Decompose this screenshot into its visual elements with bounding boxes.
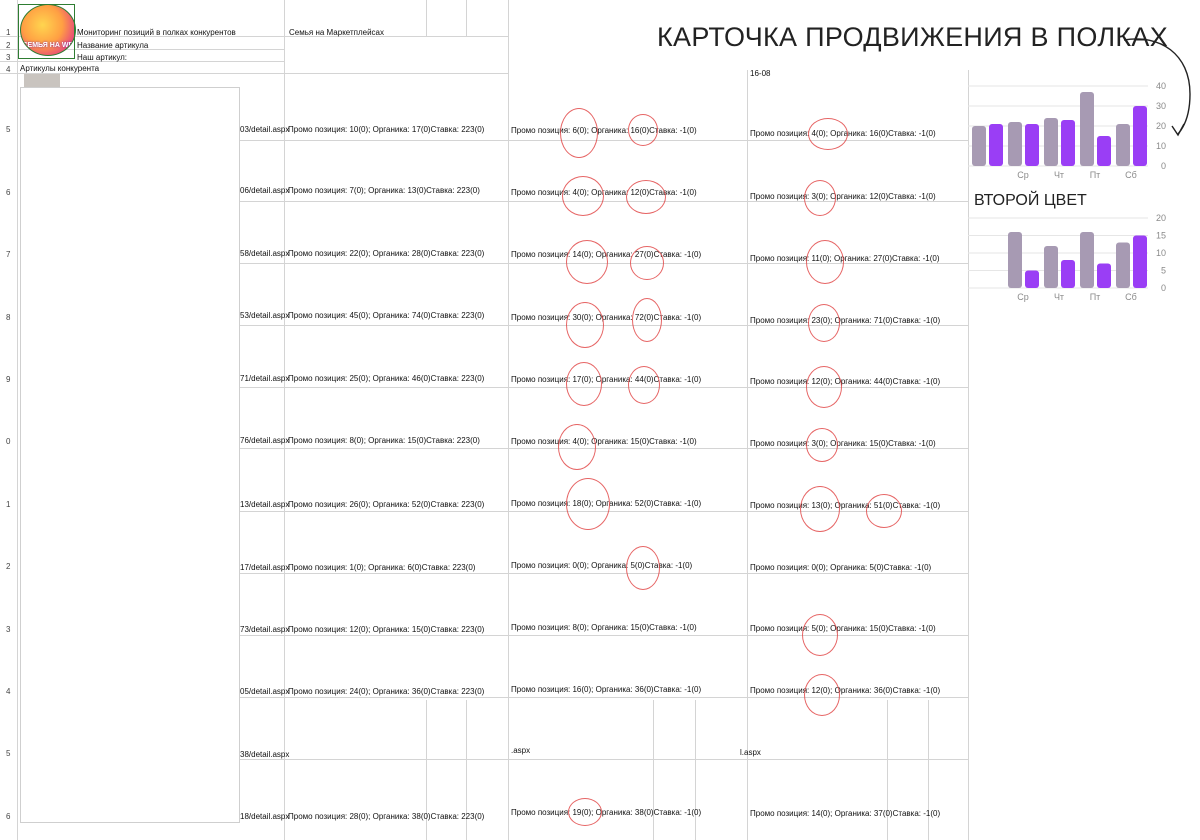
cell-col1[interactable]: Промо позиция: 10(0); Органика: 17(0)Ставка: 223(0) [288,125,485,134]
cell-col3[interactable]: Промо позиция: 5(0); Органика: 15(0)Ставка: -1(0) [750,624,936,633]
cell-col2[interactable]: Промо позиция: 19(0); Органика: 38(0)Ставка: -1(0) [511,808,702,817]
second-color-title: ВТОРОЙ ЦВЕТ [974,192,1087,209]
row-number: 6 [6,812,11,821]
x-tick-label: Чт [1053,292,1065,302]
cell-col3[interactable]: Промо позиция: 12(0); Органика: 36(0)Ставка: -1(0) [750,686,941,695]
cell-url[interactable]: 17/detail.aspx [240,563,290,572]
bar-chart-top [968,76,1168,184]
row-number: 1 [6,500,11,509]
bar [1008,232,1022,288]
cell-col3[interactable]: Промо позиция: 12(0); Органика: 44(0)Ставка: -1(0) [750,377,941,386]
cell-url[interactable]: 38/detail.aspx [240,750,290,759]
x-tick-label: Сб [1125,170,1137,180]
blank-overlay-panel [20,87,240,823]
cell-col1[interactable]: Промо позиция: 25(0); Органика: 46(0)Ставка: 223(0) [288,374,485,383]
cell-col3[interactable]: Промо позиция: 3(0); Органика: 15(0)Ставка: -1(0) [750,439,936,448]
cell-col1[interactable]: Промо позиция: 7(0); Органика: 13(0)Ставка: 223(0) [288,186,480,195]
bar [1116,243,1130,289]
bar [1097,136,1111,166]
cell-url[interactable]: 71/detail.aspx [240,374,290,383]
cell-col3[interactable]: Промо позиция: 13(0); Органика: 51(0)Ставка: -1(0) [750,501,941,510]
cell-col1[interactable]: Промо позиция: 8(0); Органика: 15(0)Ставка: 223(0) [288,436,480,445]
cell-col3[interactable]: Промо позиция: 0(0); Органика: 5(0)Ставка: -1(0) [750,563,932,572]
cell-col3[interactable]: Промо позиция: 23(0); Органика: 71(0)Ставка: -1(0) [750,316,941,325]
cell-col2[interactable]: Промо позиция: 17(0); Органика: 44(0)Ставка: -1(0) [511,375,702,384]
cell-url[interactable]: 06/detail.aspx [240,186,290,195]
product-thumbnail [24,74,60,88]
row-number: 3 [6,53,11,62]
cell-col3[interactable]: Промо позиция: 11(0); Органика: 27(0)Ставка: -1(0) [750,254,940,263]
cell-url[interactable]: 58/detail.aspx [240,249,290,258]
bar [1025,124,1039,166]
date-header[interactable]: 16-08 [750,69,771,78]
x-tick-label: Ср [1017,170,1029,180]
promo-card-title: КАРТОЧКА ПРОДВИЖЕНИЯ В ПОЛКАХ [657,22,1169,52]
y-tick-label: 0 [1160,283,1166,293]
y-tick-label: 15 [1155,230,1166,241]
selected-cell[interactable] [18,4,75,59]
row-number: 4 [6,687,11,696]
cell-col2[interactable]: Промо позиция: 4(0); Органика: 12(0)Ставка: -1(0) [511,188,697,197]
row-number: 4 [6,65,11,74]
cell-col2[interactable]: Промо позиция: 0(0); Органика: 5(0)Ставка: -1(0) [511,561,693,570]
cell-col2[interactable]: Промо позиция: 18(0); Органика: 52(0)Ставка: -1(0) [511,499,702,508]
cell-url[interactable]: 73/detail.aspx [240,625,290,634]
bar-chart-bottom [968,208,1168,312]
row-number: 5 [6,749,11,758]
cell-url[interactable]: 03/detail.aspx [240,125,290,134]
cell-col1[interactable]: Промо позиция: 24(0); Органика: 36(0)Ставка: 223(0) [288,687,485,696]
cell-col2[interactable]: Промо позиция: 14(0); Органика: 27(0)Ставка: -1(0) [511,250,702,259]
cell-col2[interactable]: Промо позиция: 6(0); Органика: 16(0)Ставка: -1(0) [511,126,697,135]
cell-col2[interactable]: Промо позиция: 30(0); Органика: 72(0)Ставка: -1(0) [511,313,702,322]
y-tick-label: 10 [1155,248,1166,258]
bar [1097,264,1111,289]
cell-url[interactable]: 53/detail.aspx [240,311,290,320]
row-number: 8 [6,313,11,322]
y-tick-label: 20 [1155,121,1166,131]
logo-text: СЕМЬЯ НА WB [22,42,74,49]
x-tick-label: Чт [1053,170,1065,180]
cell-col2[interactable]: Промо позиция: 4(0); Органика: 15(0)Ставка: -1(0) [511,437,697,446]
cell-url[interactable]: 13/detail.aspx [240,500,290,509]
cell-col2[interactable]: Промо позиция: 8(0); Органика: 15(0)Ставка: -1(0) [511,623,697,632]
cell-col1[interactable]: Промо позиция: 22(0); Органика: 28(0)Ставка: 223(0) [288,249,485,258]
bar [989,124,1003,166]
bar [1044,118,1058,166]
y-tick-label: 0 [1160,161,1166,171]
cell-col1[interactable]: Промо позиция: 26(0); Органика: 52(0)Ставка: 223(0) [288,500,485,509]
y-tick-label: 20 [1155,213,1166,223]
cell-url[interactable]: 76/detail.aspx [240,436,290,445]
row-number: 2 [6,562,11,571]
bar [1044,246,1058,288]
bar [972,126,986,166]
cell-col1[interactable]: Промо позиция: 12(0); Органика: 15(0)Ставка: 223(0) [288,625,485,634]
row-number: 3 [6,625,11,634]
cell-col1[interactable]: Промо позиция: 1(0); Органика: 6(0)Ставка: 223(0) [288,563,476,572]
cell-url[interactable]: 18/detail.aspx [240,812,290,821]
row-number: 6 [6,188,11,197]
bar [1133,106,1147,166]
our-article-label[interactable]: Наш артикул: [77,53,128,62]
y-tick-label: 10 [1155,141,1166,151]
x-tick-label: Пт [1089,292,1101,302]
cell-col3[interactable]: Промо позиция: 14(0); Органика: 37(0)Ставка: -1(0) [750,809,941,818]
bar [1080,232,1094,288]
cell-col1[interactable]: Промо позиция: 45(0); Органика: 74(0)Ставка: 223(0) [288,311,485,320]
row-number: 5 [6,125,11,134]
row-number: 7 [6,250,11,259]
y-tick-label: 5 [1160,265,1166,276]
bar [1061,120,1075,166]
row-number: 2 [6,41,11,50]
x-tick-label: Сб [1125,292,1137,302]
bar [1025,271,1039,289]
cell-col3[interactable]: l.aspx [740,748,761,757]
bar [1008,122,1022,166]
article-name-label[interactable]: Название артикула [77,41,149,50]
store-name[interactable]: Семья на Маркетплейсах [289,28,384,37]
bar [1061,260,1075,288]
cell-col1[interactable]: Промо позиция: 28(0); Органика: 38(0)Ставка: 223(0) [288,812,485,821]
bar [1133,236,1147,289]
cell-url[interactable]: 05/detail.aspx [240,687,290,696]
y-tick-label: 40 [1155,81,1166,91]
bar [1116,124,1130,166]
competitor-articles-label[interactable]: Артикулы конкурента [20,64,100,73]
row-number: 1 [6,28,11,37]
cell-col2[interactable]: Промо позиция: 16(0); Органика: 36(0)Ставка: -1(0) [511,685,702,694]
x-tick-label: Ср [1017,292,1029,302]
cell-col3[interactable]: Промо позиция: 4(0); Органика: 16(0)Ставка: -1(0) [750,129,936,138]
cell-col3[interactable]: Промо позиция: 3(0); Органика: 12(0)Ставка: -1(0) [750,192,936,201]
row-number: 0 [6,437,11,446]
sheet-title[interactable]: Мониторинг позиций в полках конкурентов [77,28,236,37]
cell-col2[interactable]: .aspx [511,746,531,755]
x-tick-label: Пт [1089,170,1101,180]
bar [1080,92,1094,166]
row-number: 9 [6,375,11,384]
y-tick-label: 30 [1155,101,1166,111]
